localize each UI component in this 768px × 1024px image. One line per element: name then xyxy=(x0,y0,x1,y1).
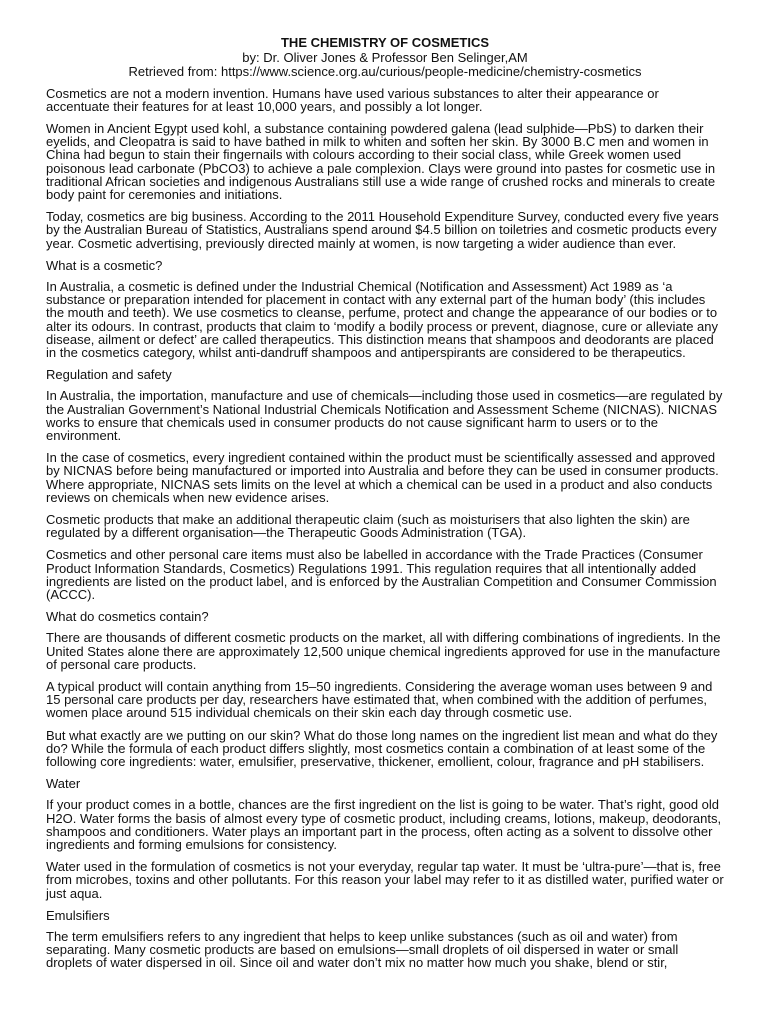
section-heading: What is a cosmetic? xyxy=(46,257,163,273)
body-paragraph: In the case of cosmetics, every ingredient contained within the product must be scientifically assessed and approved by NICNAS before being manufactured or imported into Australia and before they can be used in consumer products. Where appropriate, NICNAS sets limits on the level at which a chemical can be used in a product and also conducts reviews on chemicals when new evidence arises. xyxy=(46,450,719,505)
body-paragraph: The term emulsifiers refers to any ingredient that helps to keep unlike substances (such as oil and water) from separating. Many cosmetic products are based on emulsions—small droplets of oil dispersed in water or small droplets of water dispersed in oil. Since oil and water don’t mix no matter how much you shake, blend or stir, xyxy=(46,929,679,971)
section-heading: Regulation and safety xyxy=(46,367,172,383)
body-paragraph: But what exactly are we putting on our skin? What do those long names on the ingredient list mean and what do they do? While the formula of each product differs slightly, most cosmetics contain a combination of at least some of the following core ingredients: water, emulsifier, preservative, thickener, emollient, colour, fragrance and pH stabilisers. xyxy=(46,727,718,770)
body-paragraph: There are thousands of different cosmetic products on the market, all with differing combinations of ingredients. In the United States alone there are approximately 12,500 unique chemical ingredients approved for use in the manufacture of personal care products. xyxy=(46,630,721,672)
section-heading: Water xyxy=(46,776,81,792)
document-source: Retrieved from: https://www.science.org.au/curious/people-medicine/chemistry-cosmetics xyxy=(128,64,642,79)
body-paragraph: Women in Ancient Egypt used kohl, a substance containing powdered galena (lead sulphide—PbS) to darken their eyelids, and Cleopatra is said to have bathed in milk to whiten and soften her skin. By 3000 B.C men and women in China had begun to stain their fingernails with colours according to their social class, while Greek women used poisonous lead carbonate (PbCO3) to achieve a pale complexion. Clays were ground into pastes for cosmetic use in traditional African societies and indigenous Australians still use a wide range of crushed rocks and minerals to create body paint for ceremonies and initiations. xyxy=(46,120,716,202)
document-body xyxy=(46,87,724,970)
document-byline: by: Dr. Oliver Jones & Professor Ben Selinger,AM xyxy=(242,49,528,65)
body-paragraph: Cosmetics and other personal care items must also be labelled in accordance with the Trade Practices (Consumer Product Information Standards, Cosmetics) Regulations 1991. This regulation requires that all intentionally added ingredients are listed on the product label, and is enforced by the Australian Competition and Consumer Commission (ACCC). xyxy=(46,547,717,602)
body-paragraph: In Australia, a cosmetic is defined under the Industrial Chemical (Notification and Assessment) Act 1989 as ‘a substance or preparation intended for placement in contact with any external part of the human body’ (this includes the mouth and teeth). We use cosmetics to cleanse, perfume, protect and change the appearance of our bodies or to alter its odours. In contrast, products that claim to ‘modify a bodily process or prevent, diagnose, cure or alleviate any disease, ailment or defect’ are called therapeutics. This distinction means that shampoos and deodorants are placed in the cosmetics category, whilst anti-dandruff shampoos and antiperspirants are considered to be therapeutics. xyxy=(46,278,719,360)
body-paragraph: A typical product will contain anything from 15–50 ingredients. Considering the average woman uses between 9 and 15 personal care products per day, researchers have estimated that, when combined with the addition of perfumes, women place around 515 individual chemicals on their skin each day through cosmetic use. xyxy=(46,679,713,721)
section-heading: What do cosmetics contain? xyxy=(46,609,209,625)
body-paragraph: Water used in the formulation of cosmetics is not your everyday, regular tap water. It must be ‘ultra-pure’—that is, free from microbes, toxins and other pollutants. For this reason your label may refer to it as distilled water, purified water or just aqua. xyxy=(46,859,724,901)
body-paragraph: In Australia, the importation, manufacture and use of chemicals—including those used in cosmetics—are regulated by the Australian Government’s National Industrial Chemicals Notification and Assessment Scheme (NICNAS). NICNAS works to ensure that chemicals used in consumer products do not cause significant harm to users or to the environment. xyxy=(46,388,723,443)
document-title: THE CHEMISTRY OF COSMETICS xyxy=(280,35,489,50)
body-paragraph: Cosmetics are not a modern invention. Humans have used various substances to alter their appearance or accentuate their features for at least 10,000 years, and possibly a lot longer. xyxy=(46,85,659,114)
body-paragraph: Cosmetic products that make an additional therapeutic claim (such as moisturisers that also lighten the skin) are regulated by a different organisation—the Therapeutic Goods Administration (TGA). xyxy=(46,511,690,541)
document-header xyxy=(46,36,724,80)
body-paragraph: If your product comes in a bottle, chances are the first ingredient on the list is going to be water. That’s right, good old H2O. Water forms the basis of almost every type of cosmetic product, including creams, lotions, makeup, deodorants, shampoos and conditioners. Water plays an important part in the process, often acting as a solvent to dissolve other ingredients and forming emulsions for consistency. xyxy=(46,797,722,853)
body-paragraph: Today, cosmetics are big business. According to the 2011 Household Expenditure Survey, conducted every five years by the Australian Bureau of Statistics, Australians spend around $4.5 billion on toiletries and cosmetic products every year. Cosmetic advertising, previously directed mainly at women, is now targeting a wider audience than ever. xyxy=(46,209,719,251)
section-heading: Emulsifiers xyxy=(46,907,110,923)
